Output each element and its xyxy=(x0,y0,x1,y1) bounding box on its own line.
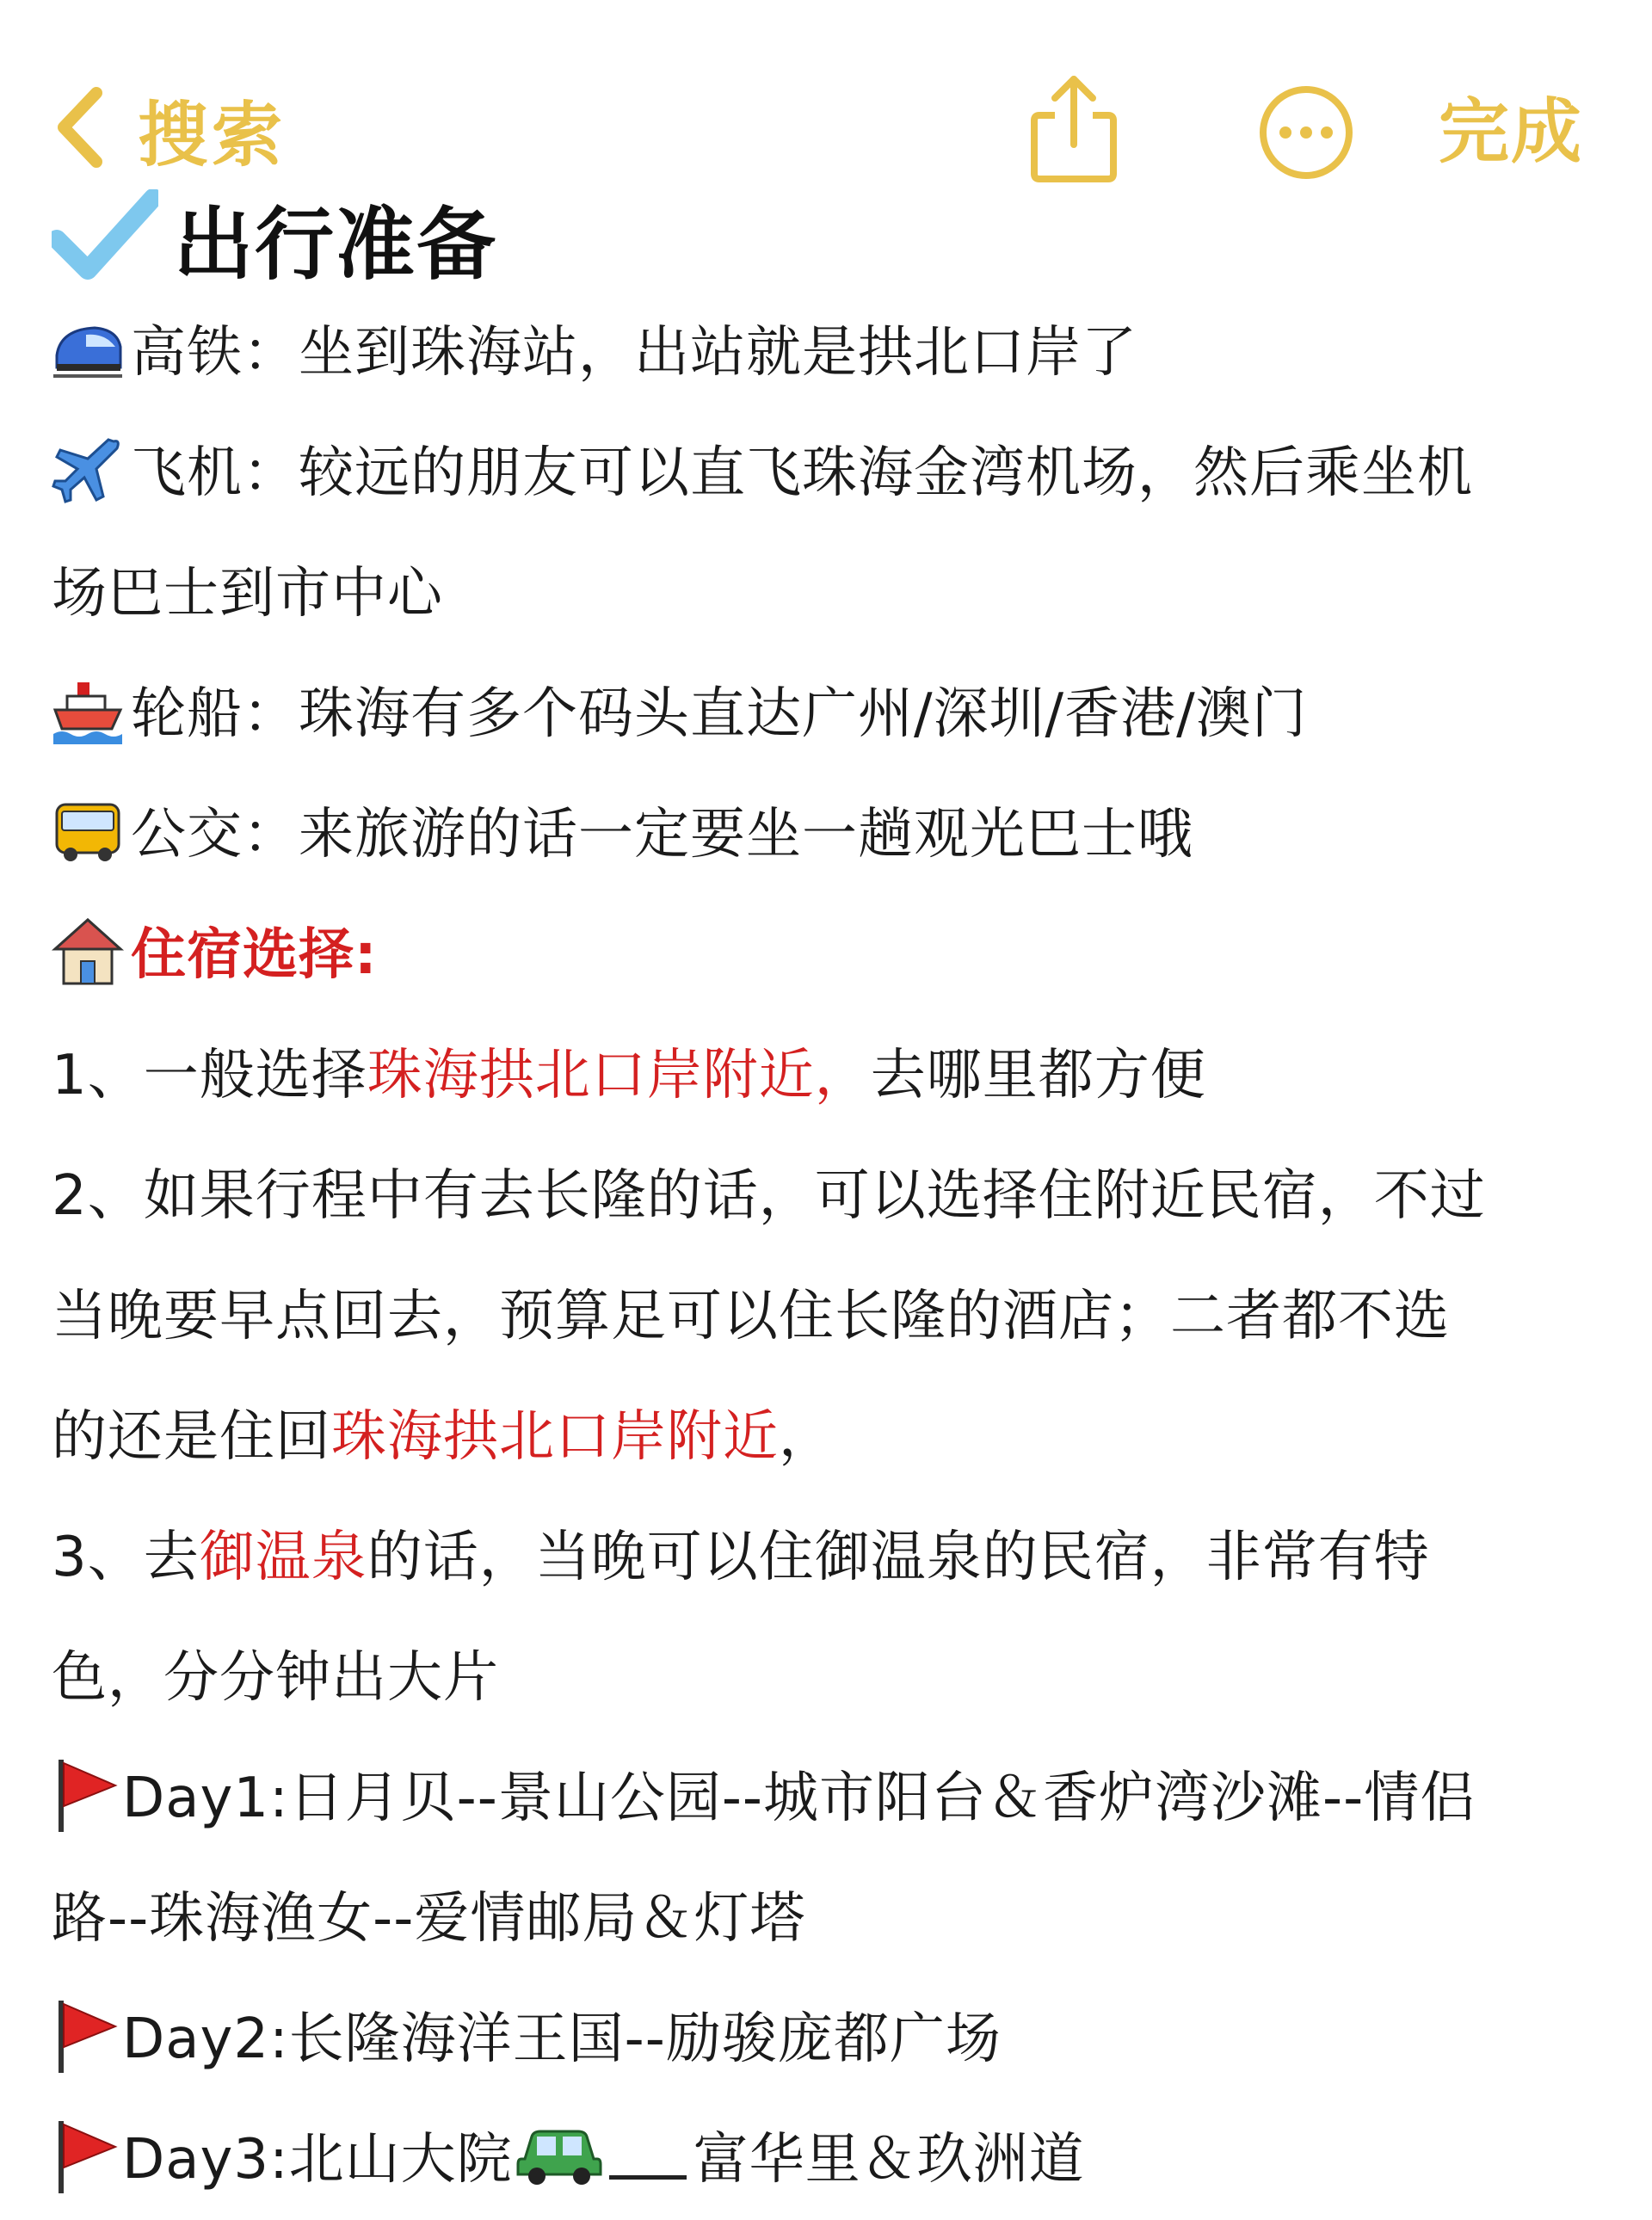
day2-text: Day2:长隆海洋王国--励骏庞都广场 xyxy=(122,2007,1002,2071)
lodging-item-2-line1 xyxy=(52,1136,1618,1256)
lodging-item2-line2: 当晚要早点回去，预算足可以住长隆的酒店；二者都不选 xyxy=(52,1285,1450,1348)
plane-text-line1: 较远的朋友可以直飞珠海金湾机场，然后乘坐机 xyxy=(299,441,1473,505)
day3-post: 富华里＆玖洲道 xyxy=(693,2128,1085,2192)
lodging-item3-line2: 色，分分钟出大片 xyxy=(52,1646,499,1710)
more-options-button[interactable] xyxy=(1258,84,1354,181)
day1-line1: Day1:日月贝--景山公园--城市阳台＆香炉湾沙滩--情侣 xyxy=(122,1767,1476,1830)
transport-item-plane xyxy=(52,413,1618,533)
bus-icon xyxy=(52,794,124,866)
day3-pre: Day3:北山大院 xyxy=(122,2128,513,2192)
lodging-item-2-line3 xyxy=(52,1377,1618,1497)
transport-item-bus xyxy=(52,774,1618,895)
lodging-item1-highlight: 珠海拱北口岸附近， xyxy=(367,1044,871,1107)
top-nav-bar xyxy=(0,0,1652,198)
lodging-heading xyxy=(52,895,1618,1015)
lodging-title: 住宿选择: xyxy=(131,923,378,987)
section-heading xyxy=(52,182,497,294)
bus-text: 来旅游的话一定要坐一趟观光巴士哦 xyxy=(299,803,1193,866)
lodging-item-3-line2 xyxy=(52,1618,1618,1738)
car-icon xyxy=(516,2121,602,2186)
bus-label: 公交： xyxy=(131,803,299,866)
lodging-item2-line3-highlight: 珠海拱北口岸附近 xyxy=(331,1405,779,1469)
airplane-icon xyxy=(52,433,124,505)
ellipsis-circle-icon xyxy=(1258,84,1354,181)
share-button[interactable] xyxy=(1029,72,1119,184)
back-button[interactable] xyxy=(53,82,286,176)
transport-item-train xyxy=(52,293,1618,413)
lodging-item2-line3-pre: 的还是住回 xyxy=(52,1405,331,1469)
chevron-left-icon xyxy=(53,84,107,174)
lodging-item2-line1: 2、如果行程中有去长隆的话，可以选择住附近民宿，不过 xyxy=(52,1164,1486,1228)
lodging-item-2-line2 xyxy=(52,1256,1618,1377)
back-label: 搜索 xyxy=(138,94,287,176)
page-title: 出行准备 xyxy=(174,199,498,291)
train-text: 坐到珠海站，出站就是拱北口岸了 xyxy=(299,321,1137,385)
itinerary-day2 xyxy=(52,1979,1618,2100)
plane-label: 飞机： xyxy=(131,441,299,505)
underscore-divider xyxy=(609,2132,687,2180)
lodging-item-3-line1 xyxy=(52,1497,1618,1618)
ship-icon xyxy=(52,674,124,746)
lodging-item2-line3-post: ， xyxy=(779,1405,835,1469)
ship-label: 轮船： xyxy=(131,682,299,746)
lodging-item3-post: 的话，当晚可以住御温泉的民宿，非常有特 xyxy=(367,1526,1430,1589)
house-icon xyxy=(52,915,124,987)
lodging-item1-pre: 1、一般选择 xyxy=(52,1044,367,1107)
itinerary-day3 xyxy=(52,2100,1618,2220)
red-flag-icon xyxy=(52,1997,119,2075)
red-flag-icon xyxy=(52,1756,119,1834)
lodging-item3-pre: 3、去 xyxy=(52,1526,200,1589)
share-icon xyxy=(1029,72,1119,184)
transport-item-ship xyxy=(52,654,1618,774)
bullet-train-icon xyxy=(52,312,124,385)
done-button[interactable]: 完成 xyxy=(1439,91,1584,173)
plane-text-line2: 场巴士到市中心 xyxy=(52,562,443,626)
ship-text: 珠海有多个码头直达广州/深圳/香港/澳门 xyxy=(299,682,1308,746)
note-body xyxy=(52,293,1618,2220)
itinerary-day1-line1 xyxy=(52,1738,1618,1859)
lodging-item3-highlight: 御温泉 xyxy=(199,1526,367,1589)
itinerary-day1-line2 xyxy=(52,1859,1618,1979)
train-label: 高铁： xyxy=(131,321,299,385)
day1-line2: 路--珠海渔女--爱情邮局＆灯塔 xyxy=(52,1887,806,1951)
transport-item-plane-cont xyxy=(52,533,1618,654)
lodging-item1-post: 去哪里都方便 xyxy=(870,1044,1206,1107)
check-mark-icon xyxy=(52,189,158,287)
lodging-item-1 xyxy=(52,1015,1618,1136)
red-flag-icon xyxy=(52,2118,119,2195)
